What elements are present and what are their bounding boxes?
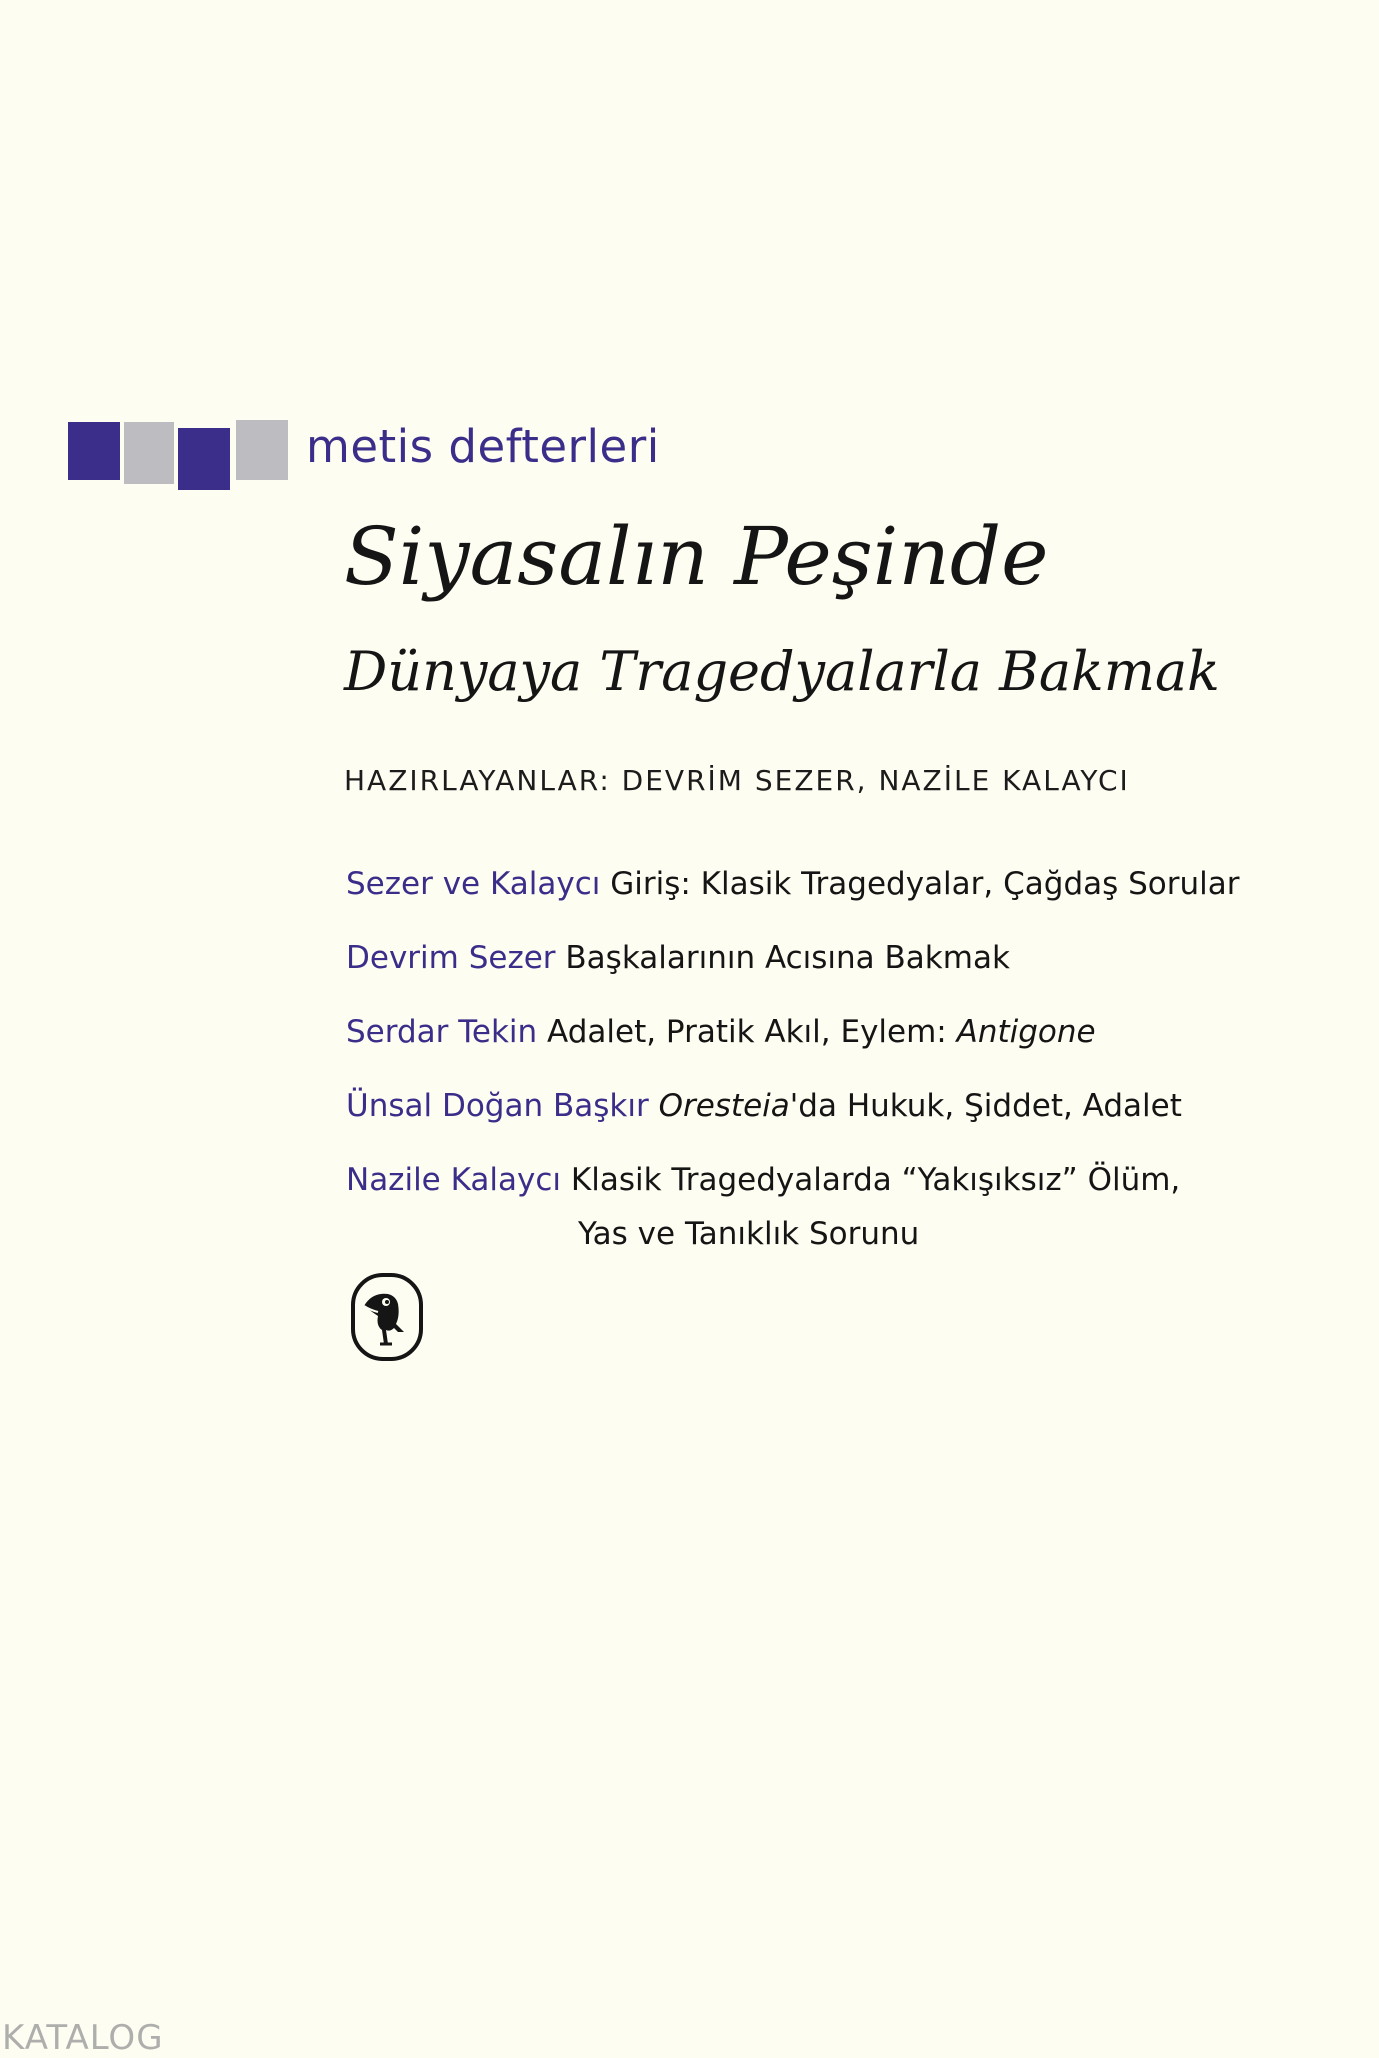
crow-logo-icon (350, 1272, 424, 1366)
toc-entry (346, 1004, 1346, 1060)
series-square-2 (124, 422, 174, 484)
toc-work: Adalet, Pratik Akıl, Eylem: Antigone (547, 1014, 1096, 1050)
toc-entry (346, 1152, 1346, 1262)
series-square-3 (178, 428, 230, 490)
book-subtitle: Dünyaya Tragedyalarla Bakmak (344, 640, 1220, 703)
series-square-4 (236, 420, 288, 480)
toc-entry (346, 856, 1346, 912)
toc-entry (346, 930, 1346, 986)
series-square-1 (68, 422, 120, 480)
book-title: Siyasalın Peşinde (344, 510, 1049, 603)
watermark: KATALOG (2, 2018, 164, 2058)
toc-work: Giriş: Klasik Tragedyalar, Çağdaş Sorular (610, 866, 1240, 902)
toc-work: Başkalarının Acısına Bakmak (565, 940, 1010, 976)
toc-author: Sezer ve Kalaycı (346, 866, 601, 902)
series-name: metis defterleri (306, 420, 660, 473)
toc-work: Oresteia'da Hukuk, Şiddet, Adalet (658, 1088, 1182, 1124)
table-of-contents (346, 856, 1346, 1280)
toc-author: Ünsal Doğan Başkır (346, 1088, 649, 1124)
toc-work-continuation: Yas ve Tanıklık Sorunu (578, 1216, 920, 1252)
toc-author: Serdar Tekin (346, 1014, 538, 1050)
toc-author: Nazile Kalaycı (346, 1162, 562, 1198)
toc-work: Klasik Tragedyalarda “Yakışıksız” Ölüm, (570, 1162, 1181, 1198)
editors-line: HAZIRLAYANLAR: DEVRİM SEZER, NAZİLE KALAYCI (344, 764, 1130, 797)
toc-entry (346, 1078, 1346, 1134)
toc-author: Devrim Sezer (346, 940, 556, 976)
